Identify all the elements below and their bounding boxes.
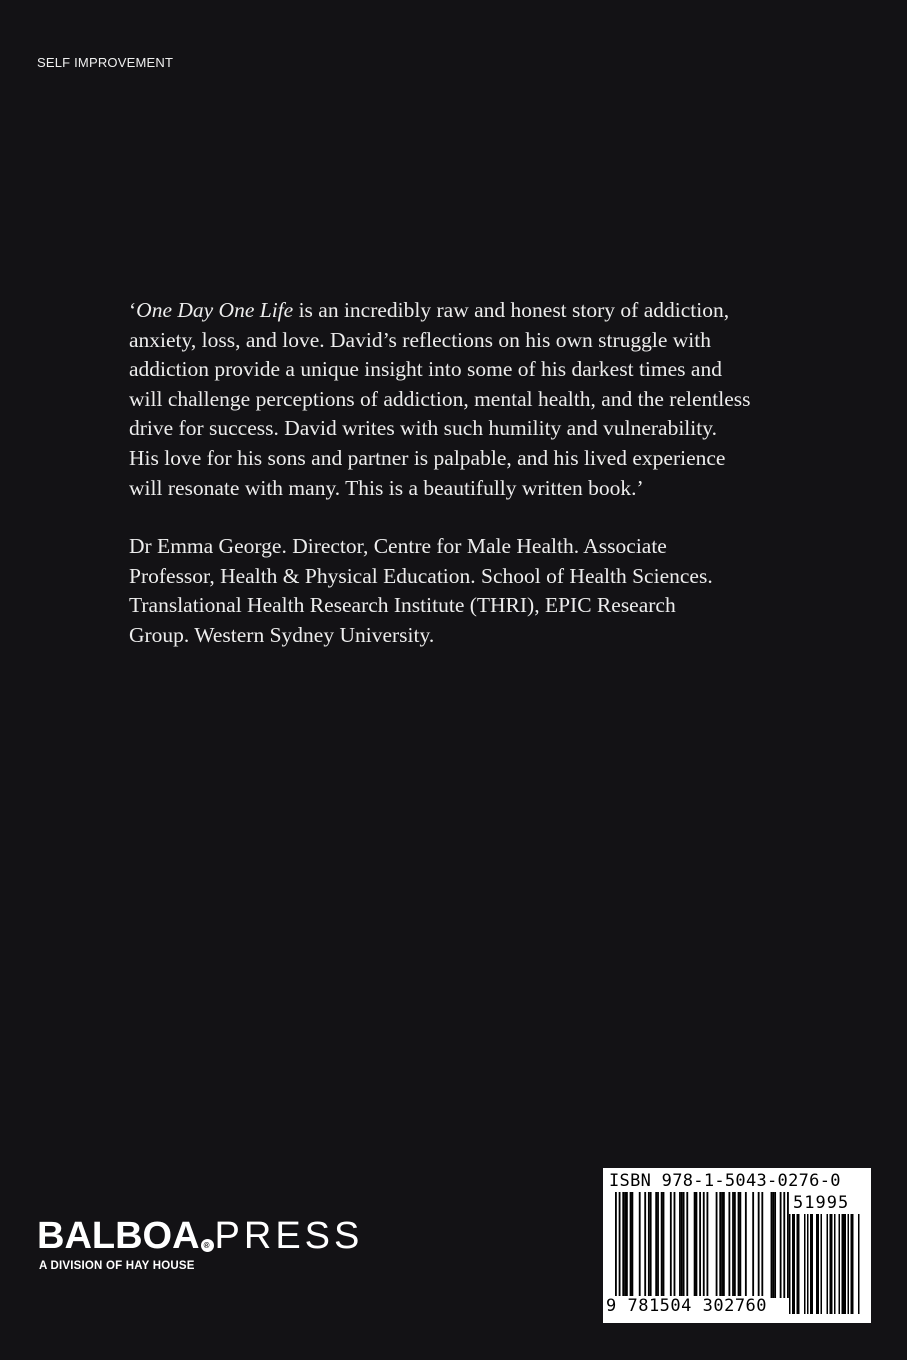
barcode-bar (752, 1192, 754, 1298)
quote-line-3: addiction provide a unique insight into some of his darkest times and (129, 357, 722, 382)
barcode-bar (707, 1192, 709, 1298)
addon-bar (842, 1214, 844, 1314)
barcode-bar (622, 1192, 624, 1298)
review-attribution (129, 532, 789, 650)
barcode-bar (703, 1192, 705, 1298)
barcode-bar (686, 1192, 688, 1298)
addon-bar (807, 1214, 809, 1314)
barcode-bar (655, 1192, 657, 1298)
barcode-bar (771, 1192, 773, 1298)
publisher-name-bold: BALBOA (37, 1215, 200, 1257)
isbn-barcode (603, 1168, 871, 1323)
addon-bar (794, 1214, 796, 1314)
barcode-bar (723, 1192, 725, 1298)
barcode-bar (758, 1192, 760, 1298)
attribution-line-4: Group. Western Sydney University. (129, 622, 435, 647)
barcode-bar (694, 1192, 696, 1298)
barcode-bar (648, 1192, 650, 1298)
quote-line-1 (129, 296, 789, 326)
barcode-bar (761, 1192, 763, 1298)
quote-line-4: will challenge perceptions of addiction, mental health, and the relentless (129, 386, 751, 411)
addon-bar (812, 1214, 814, 1314)
barcode-bar (699, 1192, 701, 1298)
addon-bar (821, 1214, 823, 1314)
addon-bar (827, 1214, 829, 1314)
barcode-bar (772, 1192, 774, 1298)
quote-line-7: will resonate with many. This is a beautifully written book.’ (129, 475, 644, 500)
open-quote-mark: ‘ (129, 298, 137, 322)
barcode-bar (674, 1192, 676, 1298)
addon-bar (818, 1214, 820, 1314)
barcode-bar (738, 1192, 740, 1298)
barcode-bar (716, 1192, 718, 1298)
barcode-bar (657, 1192, 659, 1298)
barcode-bar (721, 1192, 723, 1298)
barcode-bar (774, 1192, 776, 1298)
barcode-bar (631, 1192, 633, 1298)
barcode-bar (619, 1192, 621, 1298)
barcode-bar (683, 1192, 685, 1298)
back-cover-blurb (129, 296, 789, 651)
barcode-bar (732, 1192, 734, 1298)
barcode-bar (681, 1192, 683, 1298)
addon-bar (797, 1214, 799, 1314)
addon-bar (798, 1214, 800, 1314)
addon-bar (789, 1214, 791, 1314)
quote-text: is an incredibly raw and honest story of addiction, (293, 298, 730, 322)
barcode-bar (719, 1192, 721, 1298)
quote-line-2: anxiety, loss, and love. David’s reflections on his own struggle with (129, 327, 712, 352)
addon-bar (830, 1214, 832, 1314)
barcode-bar (650, 1192, 652, 1298)
barcode-bar (670, 1192, 672, 1298)
addon-bar (845, 1214, 847, 1314)
barcode-bar (787, 1192, 789, 1298)
barcode-bar (630, 1192, 632, 1298)
review-quote (129, 296, 789, 503)
addon-bar (848, 1214, 850, 1314)
barcode-bar (696, 1192, 698, 1298)
barcode-bar (639, 1192, 641, 1298)
attribution-line-1: Dr Emma George. Director, Centre for Male Health. Associate (129, 534, 667, 559)
barcode-bar (780, 1192, 782, 1298)
price-addon-digits: 51995 (793, 1193, 850, 1213)
barcode-bar (615, 1192, 617, 1298)
addon-bar (852, 1214, 854, 1314)
addon-bar (792, 1214, 794, 1314)
barcode-bar (663, 1192, 665, 1298)
barcode-bar (745, 1192, 747, 1298)
attribution-line-2: Professor, Health & Physical Education. School of Health Sciences. (129, 563, 713, 588)
publisher-tagline: A DIVISION OF HAY HOUSE (39, 1260, 195, 1272)
quote-line-5: drive for success. David writes with such humility and vulnerability. (129, 416, 717, 441)
barcode-bar (661, 1192, 663, 1298)
book-title: One Day One Life (136, 298, 294, 322)
addon-bar (858, 1214, 860, 1314)
barcode-bar (739, 1192, 741, 1298)
barcode-bar (728, 1192, 730, 1298)
addon-bar (843, 1214, 845, 1314)
publisher-name (37, 1216, 363, 1256)
addon-bar (834, 1214, 836, 1314)
barcode-bar (624, 1192, 626, 1298)
attribution-line-3: Translational Health Research Institute (THRI), EPIC Research (129, 593, 676, 618)
addon-bar (810, 1214, 812, 1314)
addon-bar (804, 1214, 806, 1314)
category-label: SELF IMPROVEMENT (37, 55, 174, 70)
barcode-bar (626, 1192, 628, 1298)
registered-mark-icon: ® (201, 1239, 214, 1252)
barcode-bar (734, 1192, 736, 1298)
publisher-name-light: PRESS (214, 1215, 364, 1257)
addon-bar (851, 1214, 853, 1314)
barcode-bar (644, 1192, 646, 1298)
isbn-number: ISBN 978-1-5043-0276-0 (609, 1171, 841, 1191)
addon-bar (831, 1214, 833, 1314)
barcode-bar (783, 1192, 785, 1298)
addon-bar (816, 1214, 818, 1314)
publisher-logo (37, 1216, 363, 1272)
ean-digits: 9 781504 302760 (606, 1296, 768, 1316)
addon-bar (839, 1214, 841, 1314)
barcode-bar (679, 1192, 681, 1298)
quote-line-6: His love for his sons and partner is palpable, and his lived experience (129, 445, 726, 470)
